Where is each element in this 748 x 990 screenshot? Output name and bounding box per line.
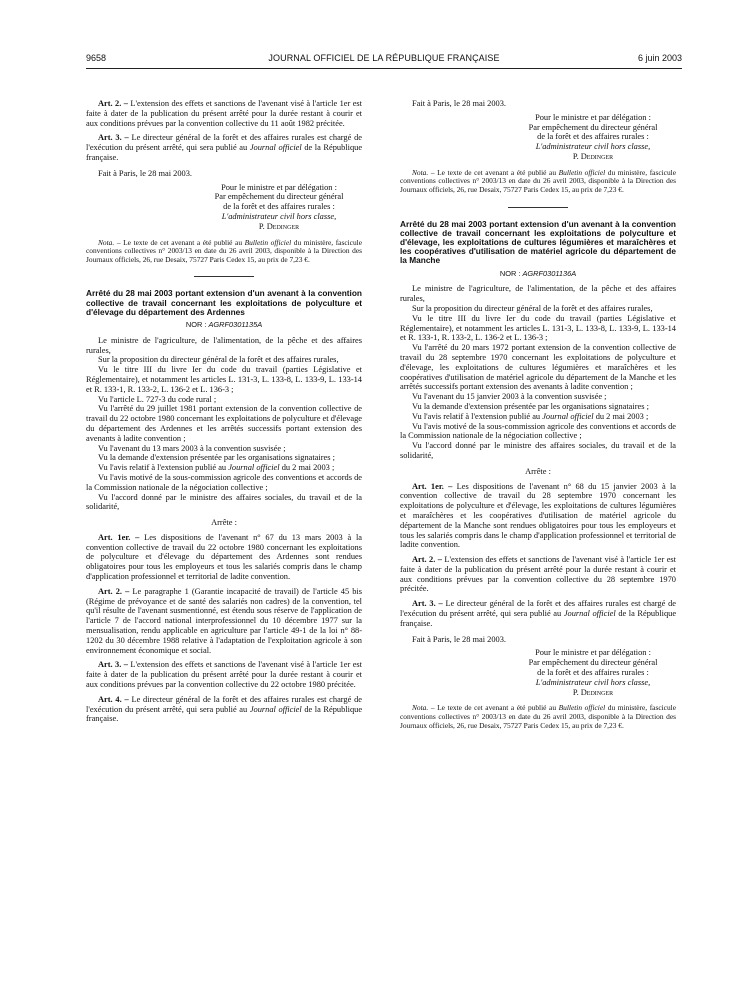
- preamble-paragraph: Sur la proposition du directeur général de la forêt et des affaires rurales,: [98, 355, 339, 365]
- article-text: de la République française.: [400, 609, 677, 628]
- article-text: L'extension des effets et sanctions de l'avenant visé à l'article 1er est faite à dater de la publication du présent arrêté pour la durée restant à courir et aux conditions prévues par la convention collective du 22 octobre 1980 précitée.: [86, 660, 363, 690]
- right-column: [400, 99, 676, 730]
- article-text: Les dispositions de l'avenant n° 67 du 13 mars 2003 à la convention collective de travail du 22 octobre 1980 concernant les exploitations de polyculture et d'élevage du département des Ardennes sont rendues obligatoires pour tous les employeurs et tous les salariés compris dans le champ d'application professionnel et territorial de ladite convention.: [86, 532, 363, 582]
- paragraph-article-3: [86, 660, 362, 689]
- preamble-paragraph: Vu le titre III du livre Ier du code du travail (parties Législative et Réglementaire), et notamment les articles L. 131-3, L. 133-8, L. 133-9, L. 133-14 et R. 133-1, R. 133-2, L. 136-2 et L. 136-3 ;: [86, 365, 362, 394]
- article-label: Art. 2. –: [98, 586, 130, 596]
- signature-line: de la forêt et des affaires rurales :: [223, 202, 335, 212]
- article-text: Le paragraphe 1 (Garantie incapacité de travail) de l'article 45 bis (Régime de prévoyance et de santé des salariés non cadres) de la convention, tel qu'il résulte de l'avenant susmentionné, est étendu sous réserve de l'application de l'article 7 de l'accord national interprofessionnel du 10 décembre 1977 sur la mensualisation, rendu applicable en agriculture par l'article 49-1 de la loi n° 88-1202 du 30 décembre 1988 relative à l'adaptation de l'exploitation agricole à son environnement économique et social.: [86, 586, 362, 655]
- article-text: Le directeur général de la forêt et des affaires rurales est chargé de l'exécution du présent arrêté, qui sera publié au: [86, 133, 363, 153]
- signature-line: L'administrateur civil hors classe,: [535, 677, 651, 687]
- signature-block: [510, 113, 676, 162]
- signature-line: de la forêt et des affaires rurales :: [537, 668, 649, 678]
- preamble-paragraph: Vu l'avis motivé de la sous-commission agricole des conventions et accords de la Commission nationale de la négociation collective ;: [400, 421, 676, 441]
- preamble-text: Vu l'avis relatif à l'extension publié au: [98, 463, 227, 473]
- article-label: Art. 3. –: [412, 599, 443, 609]
- bulletin-officiel-ref: Bulletin officiel: [244, 237, 292, 247]
- nota-text: Le texte de cet avenant a été publié au: [123, 237, 243, 247]
- nota-text: Le texte de cet avenant a été publié au: [437, 167, 557, 177]
- nota-note: [86, 239, 362, 265]
- paragraph-article-4: [86, 695, 362, 724]
- preamble-paragraph: Le ministre de l'agriculture, de l'alimentation, de la pêche et des affaires rurales,: [86, 335, 362, 355]
- preamble-paragraph: Vu l'article L. 727-3 du code rural ;: [98, 394, 217, 404]
- preamble-paragraph: Vu l'arrêté du 20 mars 1972 portant extension de la convention collective de travail du 28 septembre 1970 concernant les exploitations de polyculture et d'élevage, les exploitations de cultures légumières et maraîchères et les coopératives d'utilisation de matériel agricole du département de la Manche et les arrêtés successifs portant extension des avenants à ladite convention ;: [400, 343, 676, 392]
- nor-label: NOR :: [499, 268, 521, 278]
- article-text: Les dispositions de l'avenant n° 68 du 15 janvier 2003 à la convention collective de travail du 28 septembre 1970 concernant les exploitations de polyculture et d'élevage, les exploitations de cultures légumières et maraîchères et les coopératives d'utilisation de matériel agricole du département de la Manche sont rendues obligatoires pour tous les employeurs et tous les salariés compris dans le champ d'application professionnel et territorial de ladite convention.: [400, 481, 677, 550]
- article-text: de la République française.: [86, 143, 363, 162]
- signature-line: L'administrateur civil hors classe,: [535, 142, 651, 152]
- arrete-heading: Arrête :: [525, 466, 551, 476]
- nota-text: du ministère, fascicule conventions collectives n° 2003/13 en date du 26 avril 2003, disponible à la Direction des Journaux officiels, 26, rue Desaix, 75727 Paris Cedex 15, au prix de 7,23 €.: [86, 237, 362, 264]
- journal-officiel-ref: Journal officiel: [249, 143, 302, 153]
- preamble-paragraph: Vu la demande d'extension présentée par les organisations signataires ;: [412, 401, 649, 411]
- preamble-paragraph: [86, 463, 362, 473]
- journal-officiel-ref: Journal officiel: [563, 609, 616, 619]
- signature-block: [510, 648, 676, 697]
- header-rule: [86, 68, 682, 69]
- bulletin-officiel-ref: Bulletin officiel: [558, 167, 606, 177]
- preamble-paragraph: Vu l'avenant du 13 mars 2003 à la convention susvisée ;: [98, 443, 286, 453]
- article-label: Art. 2. –: [412, 555, 442, 565]
- journal-officiel-ref: Journal officiel: [228, 463, 280, 473]
- preamble-paragraph: Vu l'accord donné par le ministre des affaires sociales, du travail et de la solidarité,: [400, 441, 676, 460]
- signing-place-date: Fait à Paris, le 28 mai 2003.: [412, 634, 506, 644]
- preamble-text: Vu l'avis relatif à l'extension publié au: [412, 411, 541, 421]
- left-column: [86, 99, 362, 724]
- article-text: L'extension des effets et sanctions de l'avenant visé à l'article 1er est faite à dater de la publication du présent arrêté pour la durée restant à courir et aux conditions prévues par la convention collective du 11 août 1982 précitée.: [86, 99, 363, 128]
- preamble-paragraph: Vu la demande d'extension présentée par les organisations signataires ;: [98, 453, 335, 463]
- signing-place-date: Fait à Paris, le 28 mai 2003.: [412, 99, 506, 108]
- section-divider: [194, 276, 254, 277]
- decree-title: Arrêté du 28 mai 2003 portant extension d'un avenant à la convention collective de travail concernant les exploitations de polyculture et d'élevage du département des Ardennes: [86, 288, 362, 317]
- paragraph-article-2: [86, 99, 362, 128]
- preamble-paragraph: Vu l'arrêté du 29 juillet 1981 portant extension de la convention collective de travail du 22 octobre 1980 concernant les exploitations de polyculture et d'élevage du département des Ardennes et les arrêtés successifs portant extension des avenants à ladite convention ;: [86, 404, 362, 443]
- article-text: Le directeur général de la forêt et des affaires rurales est chargé de l'exécution du présent arrêté, qui sera publié au: [86, 694, 363, 714]
- paragraph-article-2: [86, 587, 362, 656]
- preamble-paragraph: Le ministre de l'agriculture, de l'alimentation, de la pêche et des affaires rurales,: [400, 284, 676, 304]
- preamble-paragraph: Vu l'accord donné par le ministre des affaires sociales, du travail et de la solidarité,: [86, 492, 362, 512]
- journal-title: JOURNAL OFFICIEL DE LA RÉPUBLIQUE FRANÇAISE: [268, 53, 500, 63]
- preamble-paragraph: Vu l'avis motivé de la sous-commission agricole des conventions et accords de la Commission nationale de la négociation collective ;: [86, 472, 362, 492]
- signatory-name: P. Dedinger: [572, 687, 614, 697]
- article-text: Le directeur général de la forêt et des affaires rurales est chargé de l'exécution du présent arrêté, qui sera publié au: [400, 599, 677, 619]
- signature-block: [196, 183, 362, 232]
- nor-reference: [86, 320, 362, 330]
- nota-text: du ministère, fascicule conventions collectives n° 2003/13 en date du 26 avril 2003, disponible à la Direction des Journaux officiels, 26, rue Desaix, 75727 Paris Cedex 15, au prix de 7,23 €.: [400, 167, 676, 194]
- nor-label: NOR :: [185, 319, 207, 329]
- signature-line: L'administrateur civil hors classe,: [221, 211, 337, 221]
- nota-text: Le texte de cet avenant a été publié au: [437, 703, 557, 713]
- signature-line: Par empêchement du directeur général: [528, 122, 658, 132]
- signature-line: Pour le ministre et par délégation :: [535, 648, 651, 658]
- paragraph-article-3: [400, 599, 676, 628]
- article-label: Art. 1er. –: [412, 481, 453, 491]
- article-label: Art. 4. –: [98, 694, 129, 704]
- nota-text: du ministère, fascicule conventions collectives n° 2003/13 en date du 26 avril 2003, disponible à la Direction des Journaux officiels, 26, rue Desaix, 75727 Paris Cedex 15, au prix de 7,23 €.: [400, 703, 676, 730]
- paragraph-article-1: [86, 533, 362, 582]
- article-label: Art. 2. –: [98, 99, 128, 108]
- preamble-paragraph: Vu le titre III du livre Ier du code du travail (parties Législative et Réglementaire), et notamment les articles L. 131-3, L. 133-8, L. 133-9, L. 133-14 et R. 133-1, R. 133-2, L. 136-2 et L. 136-3 ;: [400, 313, 676, 343]
- preamble-paragraph: Sur la proposition du directeur général de la forêt et des affaires rurales,: [412, 303, 653, 313]
- preamble-text: du 2 mai 2003 ;: [281, 463, 335, 473]
- signature-line: de la forêt et des affaires rurales :: [537, 132, 649, 142]
- journal-officiel-ref: Journal officiel: [542, 411, 594, 421]
- nota-label: Nota. –: [98, 237, 121, 247]
- preamble-paragraph: Vu l'avenant du 15 janvier 2003 à la convention susvisée ;: [412, 392, 607, 402]
- signing-place-date: Fait à Paris, le 28 mai 2003.: [98, 168, 192, 178]
- signatory-name: P. Dedinger: [572, 151, 614, 161]
- nor-code: AGRF0301136A: [522, 268, 577, 278]
- signature-line: Pour le ministre et par délégation :: [535, 112, 651, 122]
- nor-reference: [400, 269, 676, 279]
- nota-label: Nota. –: [412, 703, 435, 713]
- page-header: [86, 53, 682, 67]
- nota-note: [400, 704, 676, 730]
- signatory-name: P. Dedinger: [258, 221, 300, 231]
- journal-officiel-ref: Journal officiel: [249, 704, 302, 714]
- preamble-paragraph: [400, 412, 676, 422]
- nota-note: [400, 169, 676, 195]
- signature-line: Par empêchement du directeur général: [214, 192, 344, 202]
- signature-line: Pour le ministre et par délégation :: [221, 182, 337, 192]
- paragraph-article-3: [86, 133, 362, 162]
- page-number: 9658: [86, 53, 107, 63]
- decree-title: Arrêté du 28 mai 2003 portant extension d'un avenant à la convention collective de travail concernant les exploitations de polyculture et d'élevage, les exploitations de cultures légumières et maraîchères et les coopératives d'utilisation de matériel agricole du département de la Manche: [400, 218, 676, 266]
- article-text: de la République française.: [86, 704, 363, 724]
- arrete-heading: Arrête :: [211, 518, 237, 528]
- nor-code: AGRF0301135A: [208, 319, 263, 329]
- nota-label: Nota. –: [412, 167, 435, 177]
- preamble-text: du 2 mai 2003 ;: [595, 411, 649, 421]
- bulletin-officiel-ref: Bulletin officiel: [558, 703, 606, 713]
- article-label: Art. 3. –: [98, 660, 128, 670]
- issue-date: 6 juin 2003: [637, 53, 682, 63]
- article-label: Art. 1er. –: [98, 532, 140, 542]
- paragraph-article-1: [400, 482, 676, 551]
- signature-line: Par empêchement du directeur général: [528, 658, 658, 668]
- article-text: L'extension des effets et sanctions de l'avenant visé à l'article 1er est faite à dater de la publication du présent arrêté pour la durée restant à courir et aux conditions prévues par la convention collective du 28 septembre 1970 précitée.: [400, 555, 677, 594]
- section-divider: [508, 207, 568, 208]
- paragraph-article-2: [400, 555, 676, 594]
- article-label: Art. 3. –: [98, 133, 129, 143]
